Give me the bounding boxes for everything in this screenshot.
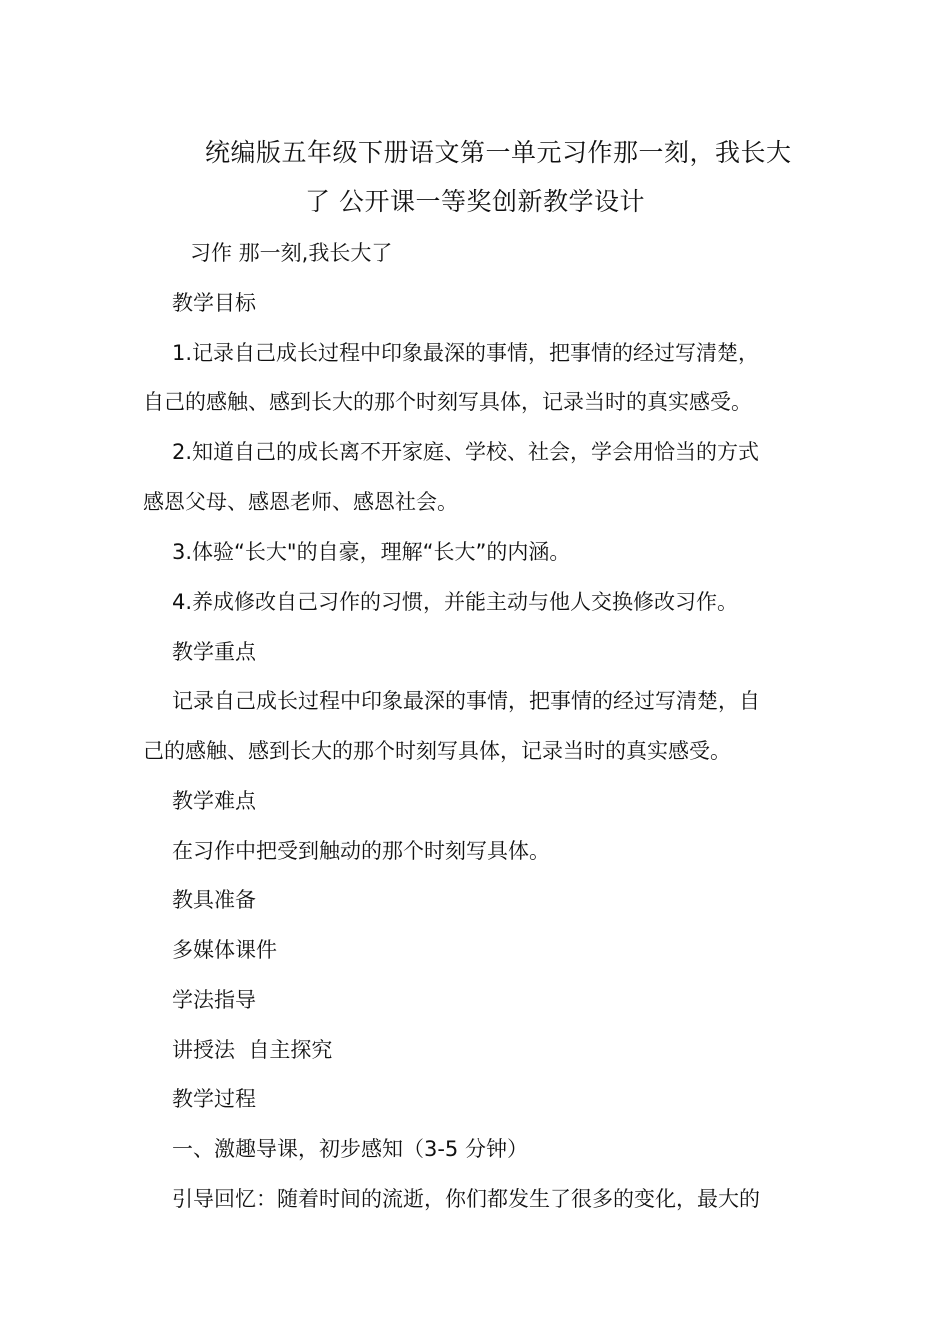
document-title-line-1: 统编版五年级下册语文第一单元习作那一刻，我长大 <box>205 138 792 167</box>
key-points-line-1: 记录自己成长过程中印象最深的事情，把事情的经过写清楚，自 <box>172 689 760 713</box>
document-title-line-2: 了 公开课一等奖创新教学设计 <box>305 187 645 216</box>
process-step-1-text: 引导回忆：随着时间的流逝，你们都发生了很多的变化，最大的 <box>172 1187 760 1211</box>
goal-2-line-1: 2.知道自己的成长离不开家庭、学校、社会，学会用恰当的方式 <box>172 440 760 464</box>
heading-key-points: 教学重点 <box>172 640 256 664</box>
process-step-1: 一、激趣导课，初步感知（3-5 分钟） <box>172 1137 528 1161</box>
heading-process: 教学过程 <box>172 1087 256 1111</box>
heading-goals: 教学目标 <box>172 291 256 315</box>
heading-method: 学法指导 <box>172 988 256 1012</box>
goal-1-line-1: 1.记录自己成长过程中印象最深的事情，把事情的经过写清楚， <box>172 341 760 365</box>
key-points-line-2: 己的感触、感到长大的那个时刻写具体，记录当时的真实感受。 <box>143 739 731 763</box>
difficulty-text: 在习作中把受到触动的那个时刻写具体。 <box>172 839 550 863</box>
heading-tools: 教具准备 <box>172 888 256 912</box>
goal-1-line-2: 自己的感触、感到长大的那个时刻写具体，记录当时的真实感受。 <box>143 390 752 414</box>
goal-3: 3.体验“长大"的自豪，理解“长大”的内涵。 <box>172 540 571 564</box>
subtitle: 习作 那一刻,我长大了 <box>190 241 393 265</box>
heading-difficulty: 教学难点 <box>172 789 256 813</box>
tools-text: 多媒体课件 <box>172 938 277 962</box>
goal-4: 4.养成修改自己习作的习惯，并能主动与他人交换修改习作。 <box>172 590 739 614</box>
goal-2-line-2: 感恩父母、感恩老师、感恩社会。 <box>143 490 458 514</box>
method-text: 讲授法 自主探究 <box>172 1038 333 1062</box>
